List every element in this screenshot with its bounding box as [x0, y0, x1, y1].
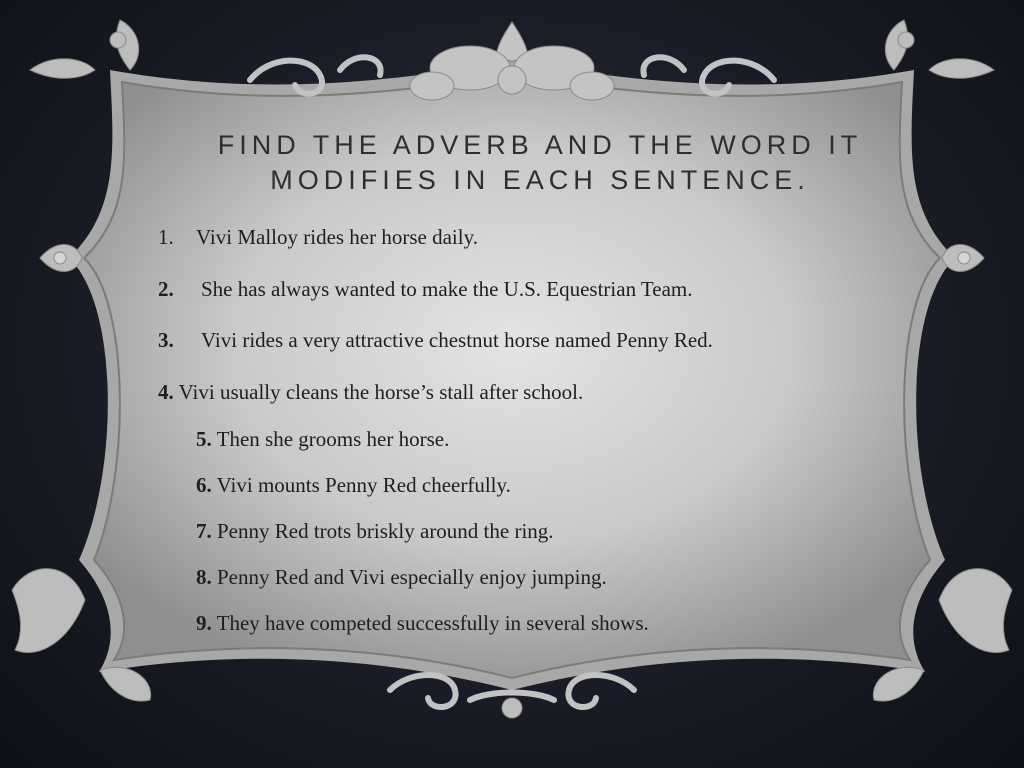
- item-text: She has always wanted to make the U.S. Equestrian Team.: [201, 277, 693, 301]
- item-text: Penny Red trots briskly around the ring.: [217, 519, 554, 543]
- item-text: Penny Red and Vivi especially enjoy jumping.: [217, 565, 607, 589]
- title-line-1: FIND THE ADVERB AND THE WORD IT: [217, 130, 863, 160]
- item-text: Vivi mounts Penny Red cheerfully.: [216, 473, 511, 497]
- list-item: [158, 276, 693, 302]
- item-text: Vivi Malloy rides her horse daily.: [196, 225, 478, 249]
- list-item: [196, 472, 511, 498]
- list-item: [196, 426, 449, 452]
- list-item: [158, 224, 478, 250]
- item-text: Vivi usually cleans the horse’s stall after school.: [178, 380, 584, 404]
- list-item: [196, 518, 554, 544]
- item-number: 2.: [158, 277, 174, 301]
- list-item: [158, 379, 583, 405]
- item-number: 9.: [196, 611, 212, 635]
- item-text: Vivi rides a very attractive chestnut horse named Penny Red.: [201, 328, 713, 352]
- title-line-2: MODIFIES IN EACH SENTENCE.: [270, 165, 810, 195]
- item-number: 8.: [196, 565, 212, 589]
- item-text: They have competed successfully in several shows.: [216, 611, 649, 635]
- item-number: 6.: [196, 473, 212, 497]
- list-item: [196, 564, 607, 590]
- item-number: 1.: [158, 225, 174, 249]
- item-number: 5.: [196, 427, 212, 451]
- item-number: 3.: [158, 328, 174, 352]
- list-item: [196, 610, 649, 636]
- list-item: [158, 327, 713, 353]
- item-text: Then she grooms her horse.: [216, 427, 450, 451]
- item-number: 4.: [158, 380, 174, 404]
- item-number: 7.: [196, 519, 212, 543]
